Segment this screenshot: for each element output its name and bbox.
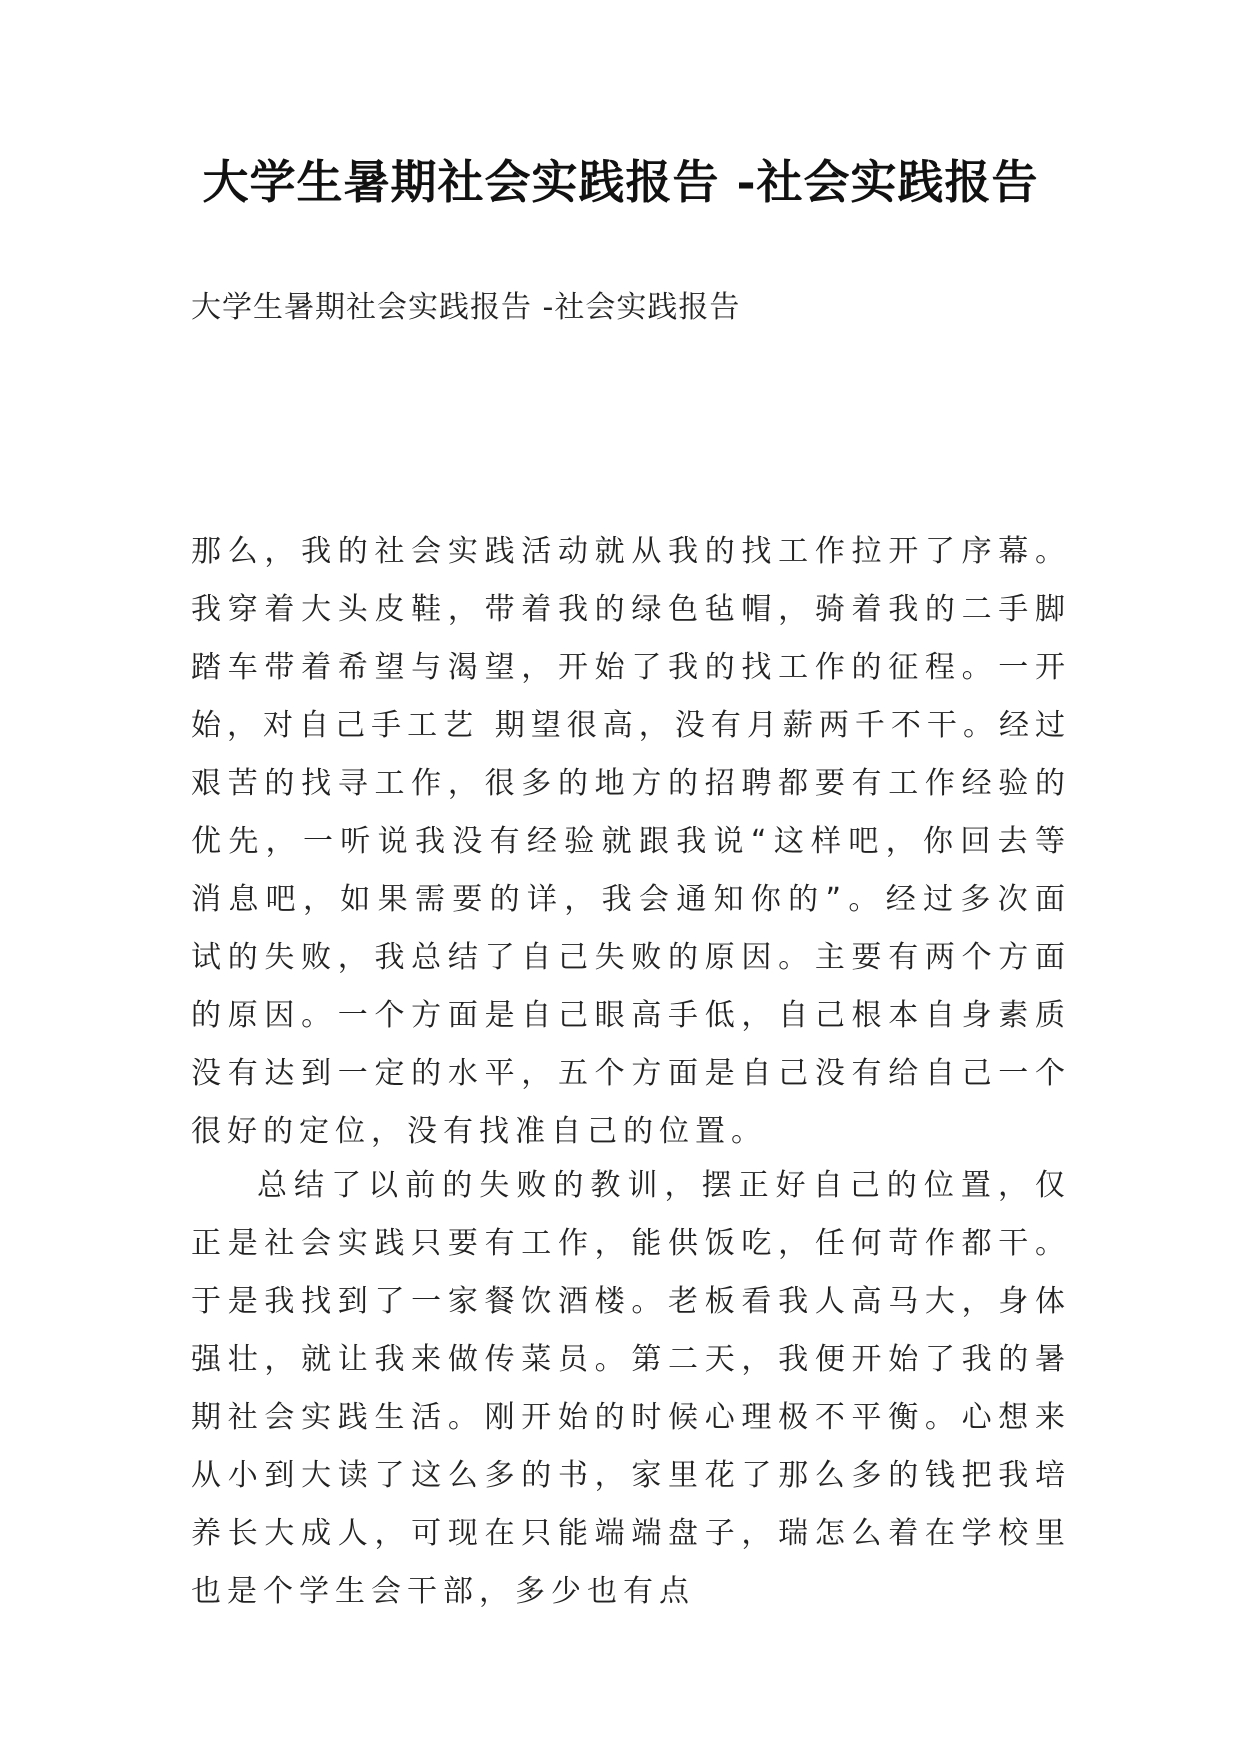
document-subtitle: 大学生暑期社会实践报告 -社会实践报告 xyxy=(191,290,741,325)
paragraph-restaurant-work: 总结了以前的失败的教训，摆正好自己的位置，仅正是社会实践只要有工作，能供饭吃，任何苛作都干。于是我找到了一家餐饮酒楼。老板看我人高马大，身体强壮，就让我来做传菜员。第二天，我便开始了我的暑期社会实践生活。刚开始的时候心理极不平衡。心想来从小到大读了这么多的书，家里花了那么多的钱把我培养长大成人，可现在只能端端盘子，瑞怎么着在学校里也是个学生会干部，多少也有点 xyxy=(191,1168,1071,1609)
document-title: 大学生暑期社会实践报告 -社会实践报告 xyxy=(202,155,1039,209)
paragraph-job-search: 那么，我的社会实践活动就从我的找工作拉开了序幕。我穿着大头皮鞋，带着我的绿色毡帽，骑着我的二手脚踏车带着希望与渴望，开始了我的找工作的征程。一开始，对自己手工艺 期望很高，没有月薪两千不干。经过艰苦的找寻工作，很多的地方的招聘都要有工作经验的优先，一听说我没有经验就跟我说“这样吧，你回去等消息吧，如果需要的详，我会通知你的”。经过多次面试的失败，我总结了自己失败的原因。主要有两个方面的原因。一个方面是自己眼高手低，自己根本自身素质没有达到一定的水平，五个方面是自己没有给自己一个很好的定位，没有找准自己的位置。 xyxy=(191,534,1071,1149)
